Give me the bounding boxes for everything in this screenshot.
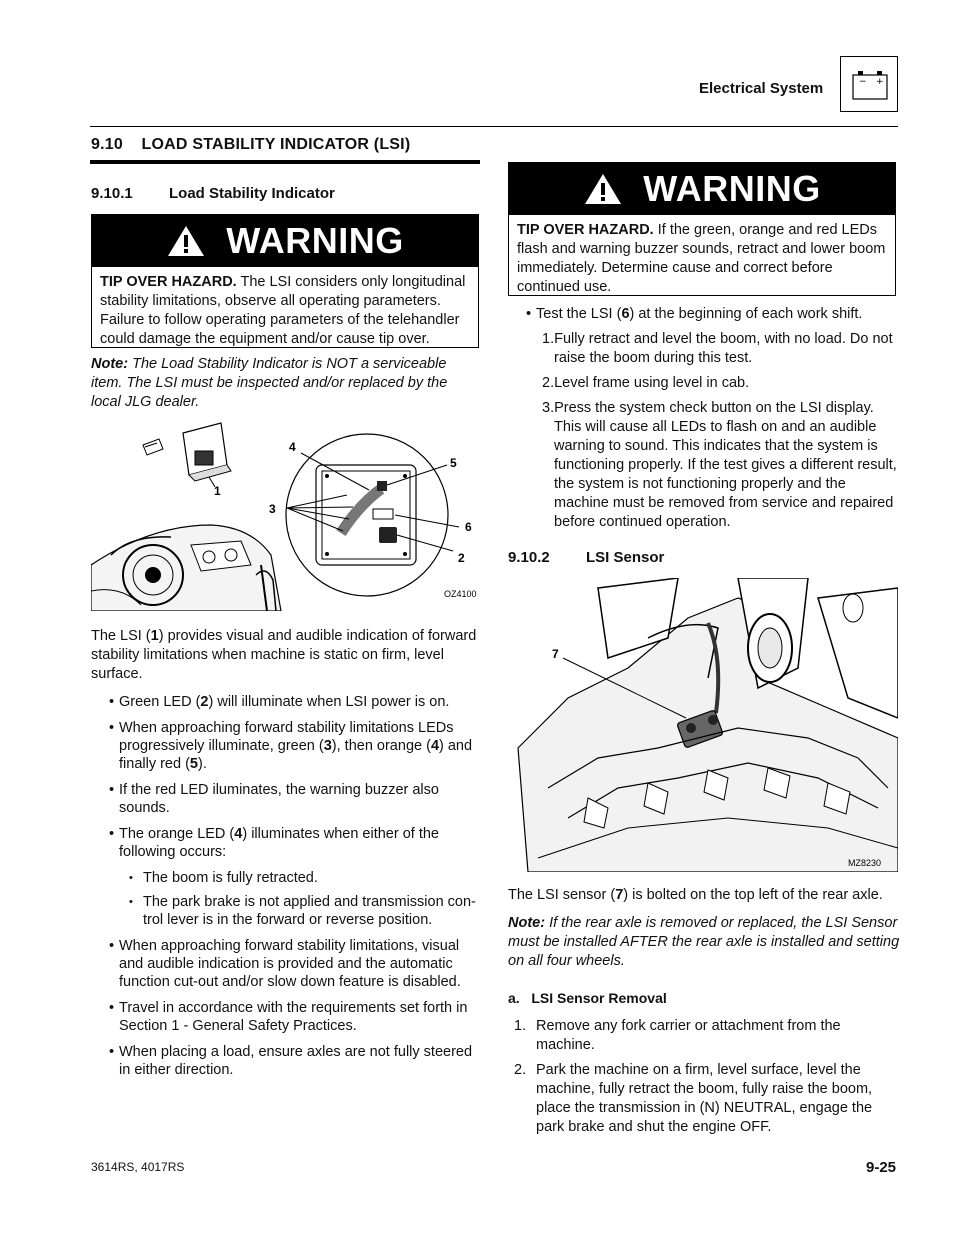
list-item: • When approaching forward stability limitations LEDs progressively illuminate, green (3), then orange (4) and finally red (5).	[91, 719, 483, 773]
section-heading	[91, 136, 410, 154]
warning-title: WARNING	[643, 168, 821, 209]
step-item: 1. Remove any fork carrier or attachment from the machine.	[514, 1018, 841, 1053]
section-title: LOAD STABILITY INDICATOR (LSI)	[141, 136, 411, 153]
warning-box-1	[91, 214, 479, 348]
test-steps	[508, 330, 898, 538]
removal-steps	[508, 1017, 900, 1143]
list-item: • The orange LED (4) illuminates when either of the following occurs: • The boom is fully retracted. • The park brake is not applied and transmission con-trol lever is in the forward or reverse position.	[91, 825, 483, 929]
warning-body: The LSI considers only longitudinal stability limitations, observe all operating parameters. Failure to follow operating parameters of the telehandler could damage the equipment and/or cause tip over.	[100, 274, 466, 347]
figure-code: OZ4100	[444, 589, 477, 599]
running-header: Electrical System	[699, 80, 824, 97]
intro-text-a: The LSI (	[91, 628, 151, 644]
callout-6: 6	[465, 520, 472, 534]
note-1	[91, 355, 479, 412]
list-item: • When approaching forward stability limitations, visual and audible indication is provided and the automatic function cut-out and/or slow down feature is disabled.	[91, 937, 483, 991]
footer-models: 3614RS, 4017RS	[91, 1160, 185, 1174]
list-item: • Test the LSI (6) at the beginning of each work shift.	[508, 305, 898, 323]
warning-text	[92, 267, 478, 355]
sub-list-item: • The park brake is not applied and transmission con-trol lever is in the forward or reverse position.	[91, 893, 483, 929]
battery-icon	[840, 56, 898, 112]
sensor-paragraph: The LSI sensor (7) is bolted on the top left of the rear axle.	[508, 887, 883, 903]
subsection-number: 9.10.2	[508, 549, 550, 566]
subsection-title: Load Stability Indicator	[169, 185, 335, 202]
list-item: • When placing a load, ensure axles are not fully steered in either direction.	[91, 1043, 483, 1079]
step-item: 2.Level frame using level in cab.	[542, 375, 750, 391]
warning-box-2	[508, 162, 896, 296]
page-number: 9-25	[866, 1159, 897, 1176]
warning-banner	[92, 215, 478, 267]
step-item: 3.Press the system check button on the LSI display. This will cause all LEDs to flash on and an audible warning to sound. This indicates that the system is functioning properly. If the test gives a different result, the system is not functioning properly and the machine must be removed from service and repaired before continued operation.	[542, 400, 897, 530]
callout-7: 7	[552, 647, 559, 661]
subsection-number: 9.10.1	[91, 185, 133, 202]
callout-3: 3	[269, 502, 276, 516]
list-item: • Green LED (2) will illuminate when LSI power is on.	[91, 693, 483, 711]
note-label: Note:	[508, 915, 546, 931]
note-label: Note:	[91, 356, 129, 372]
battery-minus: −	[859, 77, 867, 87]
list-item: • If the red LED iluminates, the warning buzzer also sounds.	[91, 781, 483, 817]
intro-text-c: ) provides visual and audible indication of forward stability limitations when machine is static on firm, level surface.	[91, 628, 477, 682]
callout-4: 4	[289, 440, 296, 454]
lsi-illustration	[91, 415, 481, 611]
subsection-title: LSI Sensor	[586, 549, 665, 566]
callout-2: 2	[458, 551, 465, 565]
warning-lead: TIP OVER HAZARD.	[100, 274, 237, 290]
note-text: If the rear axle is removed or replaced, the LSI Sensor must be installed AFTER the rear axle is installed and setting on all four wheels.	[508, 915, 900, 969]
intro-paragraph	[91, 627, 481, 684]
battery-plus: +	[876, 77, 884, 87]
callout-1: 1	[214, 484, 221, 498]
figure-code: MZ8230	[848, 858, 882, 868]
warning-body: If the green, orange and red LEDs flash and warning buzzer sounds, retract and lower boom immediately. Determine cause and correct before continued use.	[517, 222, 886, 295]
note-2	[508, 914, 900, 971]
list-item: • Travel in accordance with the requirements set forth in Section 1 - General Safety Practices.	[91, 999, 483, 1035]
subsection-heading-1	[91, 185, 335, 202]
step-item: 2. Park the machine on a firm, level surface, level the machine, fully retract the boom, fully raise the boom, place the transmission in (N) NEUTRAL, engage the park brake and shut the engine OFF.	[514, 1062, 873, 1135]
section-number: 9.10	[91, 136, 123, 153]
warning-triangle-icon	[583, 172, 623, 206]
step-item: 1.Fully retract and level the boom, with no load. Do not raise the boom during this test.	[542, 331, 893, 366]
sub-list	[91, 869, 483, 929]
warning-text	[509, 215, 895, 303]
test-bullet	[508, 305, 898, 331]
sub-list-item: • The boom is fully retracted.	[91, 869, 483, 887]
warning-lead: TIP OVER HAZARD.	[517, 222, 654, 238]
warning-title: WARNING	[226, 220, 404, 261]
subsection-heading-2	[508, 549, 664, 566]
callout-5: 5	[450, 456, 457, 470]
lsi-sensor-figure	[508, 578, 898, 872]
lsi-figure	[91, 415, 481, 611]
rear-axle-illustration	[508, 578, 898, 872]
section-rule	[90, 160, 480, 164]
removal-heading: a. LSI Sensor Removal	[508, 990, 667, 1006]
intro-ref: 1	[150, 628, 159, 644]
warning-banner	[509, 163, 895, 215]
lsi-bullet-list	[91, 693, 483, 1087]
note-text: The Load Stability Indicator is NOT a serviceable item. The LSI must be inspected and/or replaced by the local JLG dealer.	[91, 356, 448, 410]
header-rule	[90, 126, 898, 127]
warning-triangle-icon	[166, 224, 206, 258]
